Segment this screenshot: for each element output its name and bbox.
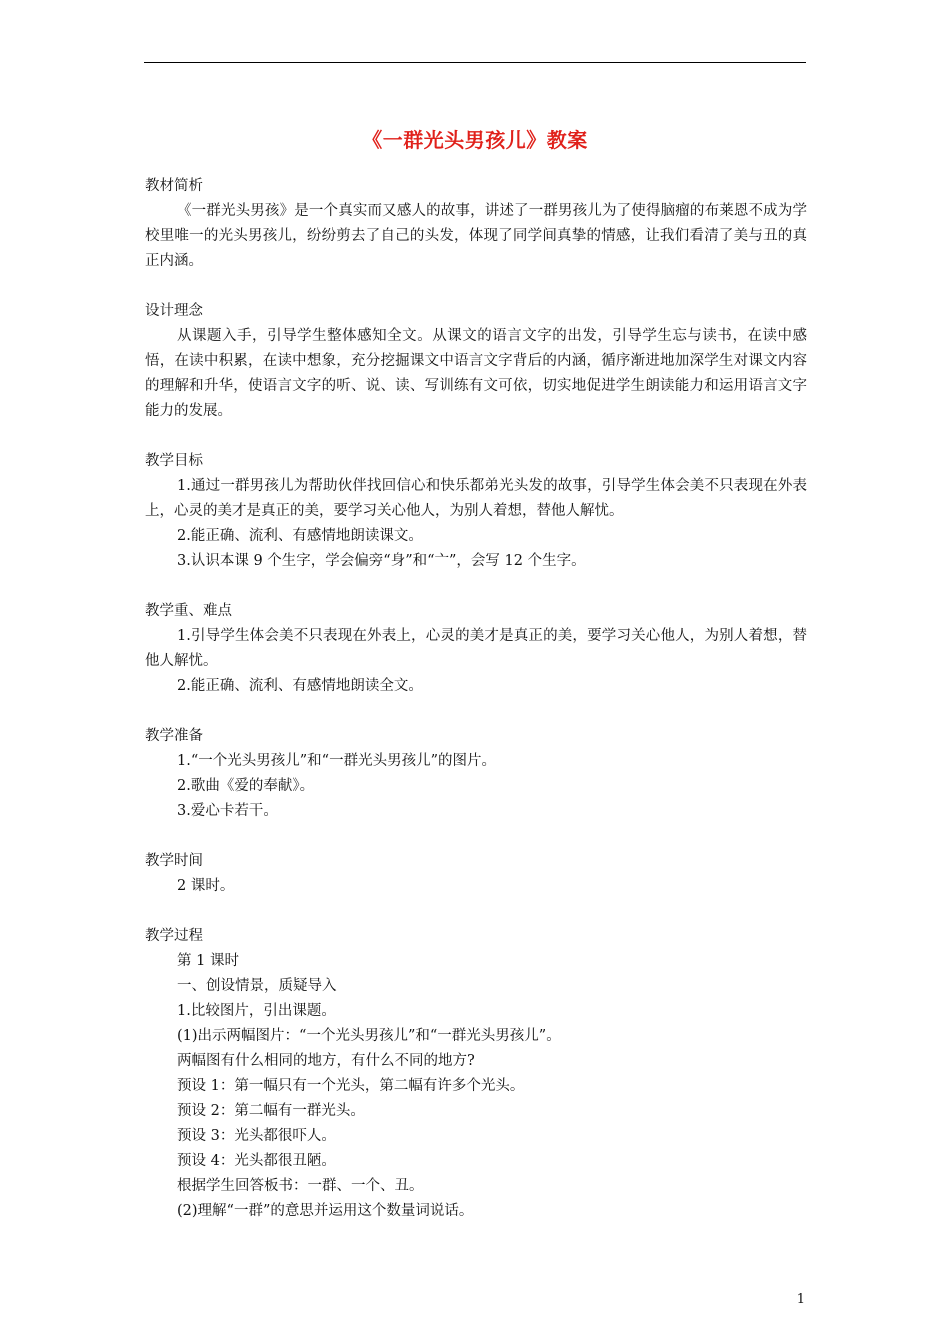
- process-line: 预设 3：光头都很吓人。: [177, 1128, 336, 1144]
- section-heading-textbook-analysis: 教材简析: [145, 178, 203, 194]
- preparation-item: 2.歌曲《爱的奉献》。: [177, 778, 315, 794]
- section-heading-design-concept: 设计理念: [145, 303, 203, 319]
- process-line: 1.比较图片，引出课题。: [177, 1003, 336, 1019]
- key-point-item: 1.引导学生体会美不只表现在外表上，心灵的美才是真正的美，要学习关心他人，为别人着想，替他人解忧。: [145, 628, 807, 669]
- process-line: 预设 4：光头都很丑陋。: [177, 1153, 336, 1169]
- paragraph-design-concept: 从课题入手，引导学生整体感知全文。从课文的语言文字的出发，引导学生忘与读书，在读中感悟，在读中积累，在读中想象，充分挖掘课文中语言文字背后的内涵，循序渐进地加深学生对课文内容的理解和升华，使语言文字的听、说、读、写训练有文可依，切实地促进学生朗读能力和运用语言文字能力的发展。: [145, 328, 807, 419]
- header-rule: [144, 62, 806, 63]
- process-line: 根据学生回答板书：一群、一个、丑。: [177, 1178, 424, 1194]
- section-heading-teaching-time: 教学时间: [145, 853, 203, 869]
- page-number: 1: [796, 1292, 805, 1307]
- preparation-item: 3.爱心卡若干。: [177, 803, 278, 819]
- preparation-item: 1.“一个光头男孩儿”和“一群光头男孩儿”的图片。: [177, 753, 496, 769]
- process-line: 第 1 课时: [177, 953, 239, 969]
- process-line: 两幅图有什么相同的地方，有什么不同的地方?: [177, 1053, 475, 1069]
- section-heading-teaching-process: 教学过程: [145, 928, 203, 944]
- key-point-item: 2.能正确、流利、有感情地朗读全文。: [177, 678, 423, 694]
- goal-item: 1.通过一群男孩儿为帮助伙伴找回信心和快乐都弟光头发的故事，引导学生体会美不只表现在外表上，心灵的美才是真正的美，要学习关心他人，为别人着想，替他人解忧。: [145, 478, 807, 519]
- process-line: (1)出示两幅图片：“一个光头男孩儿”和“一群光头男孩儿”。: [177, 1028, 561, 1044]
- process-line: 一、创设情景，质疑导入: [177, 978, 337, 994]
- process-line: 预设 1：第一幅只有一个光头，第二幅有许多个光头。: [177, 1078, 525, 1094]
- section-heading-key-points: 教学重、难点: [145, 603, 232, 619]
- goal-item: 3.认识本课 9 个生字，学会偏旁“身”和“亠”，会写 12 个生字。: [177, 553, 586, 569]
- process-line: (2)理解“一群”的意思并运用这个数量词说话。: [177, 1203, 474, 1219]
- paragraph-textbook-analysis: 《一群光头男孩》是一个真实而又感人的故事，讲述了一群男孩儿为了使得脑瘤的布莱恩不成为学校里唯一的光头男孩儿，纷纷剪去了自己的头发，体现了同学间真挚的情感，让我们看清了美与丑的真正内涵。: [145, 203, 807, 269]
- section-heading-preparation: 教学准备: [145, 728, 203, 744]
- paragraph-teaching-time: 2 课时。: [177, 878, 235, 894]
- document-body: [145, 174, 807, 1224]
- process-line: 预设 2：第二幅有一群光头。: [177, 1103, 365, 1119]
- goal-item: 2.能正确、流利、有感情地朗读课文。: [177, 528, 423, 544]
- document-title: 《一群光头男孩儿》教案: [362, 128, 588, 152]
- section-heading-teaching-goals: 教学目标: [145, 453, 203, 469]
